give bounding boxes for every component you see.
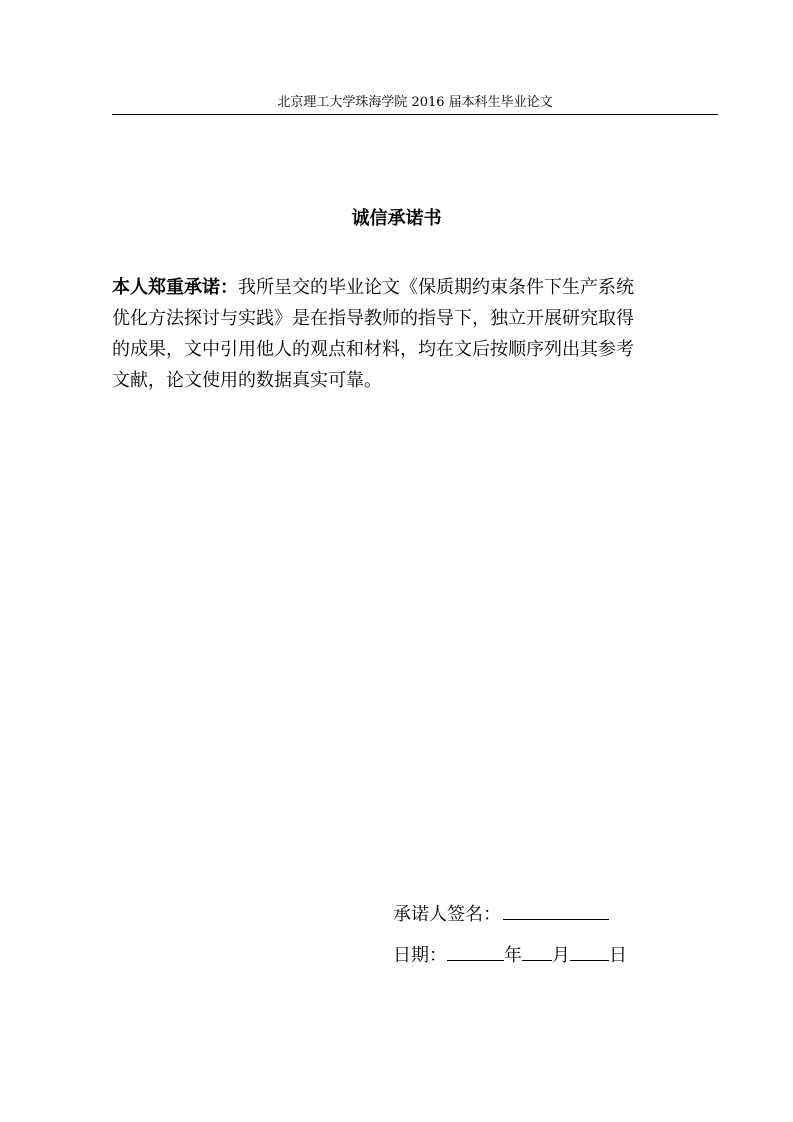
day-blank[interactable] xyxy=(570,940,609,961)
statement-line-4: 文献，论文使用的数据真实可靠。 xyxy=(112,370,382,391)
page-title: 诚信承诺书 xyxy=(351,208,442,229)
statement-line-3: 的成果，文中引用他人的观点和材料，均在文后按顺序列出其参考 xyxy=(112,339,634,360)
statement-line-1-text: 我所呈交的毕业论文《保质期约束条件下生产系统 xyxy=(238,277,634,298)
date-row xyxy=(393,940,627,968)
year-label: 年 xyxy=(504,945,522,966)
statement-lead: 本人郑重承诺： xyxy=(112,277,238,298)
day-label: 日 xyxy=(609,945,627,966)
integrity-statement xyxy=(112,272,692,396)
page-header xyxy=(112,94,718,115)
statement-line-2: 优化方法探讨与实践》是在指导教师的指导下，独立开展研究取得 xyxy=(112,308,634,329)
date-label: 日期： xyxy=(393,945,447,966)
statement-line-1 xyxy=(112,272,692,303)
signature-blank[interactable] xyxy=(503,899,609,920)
month-blank[interactable] xyxy=(522,940,552,961)
month-label: 月 xyxy=(552,945,570,966)
year-blank[interactable] xyxy=(447,940,504,961)
signature-label: 承诺人签名： xyxy=(393,904,501,925)
header-text: 北京理工大学珠海学院 2016 届本科生毕业论文 xyxy=(277,95,553,110)
signature-row xyxy=(393,899,609,927)
